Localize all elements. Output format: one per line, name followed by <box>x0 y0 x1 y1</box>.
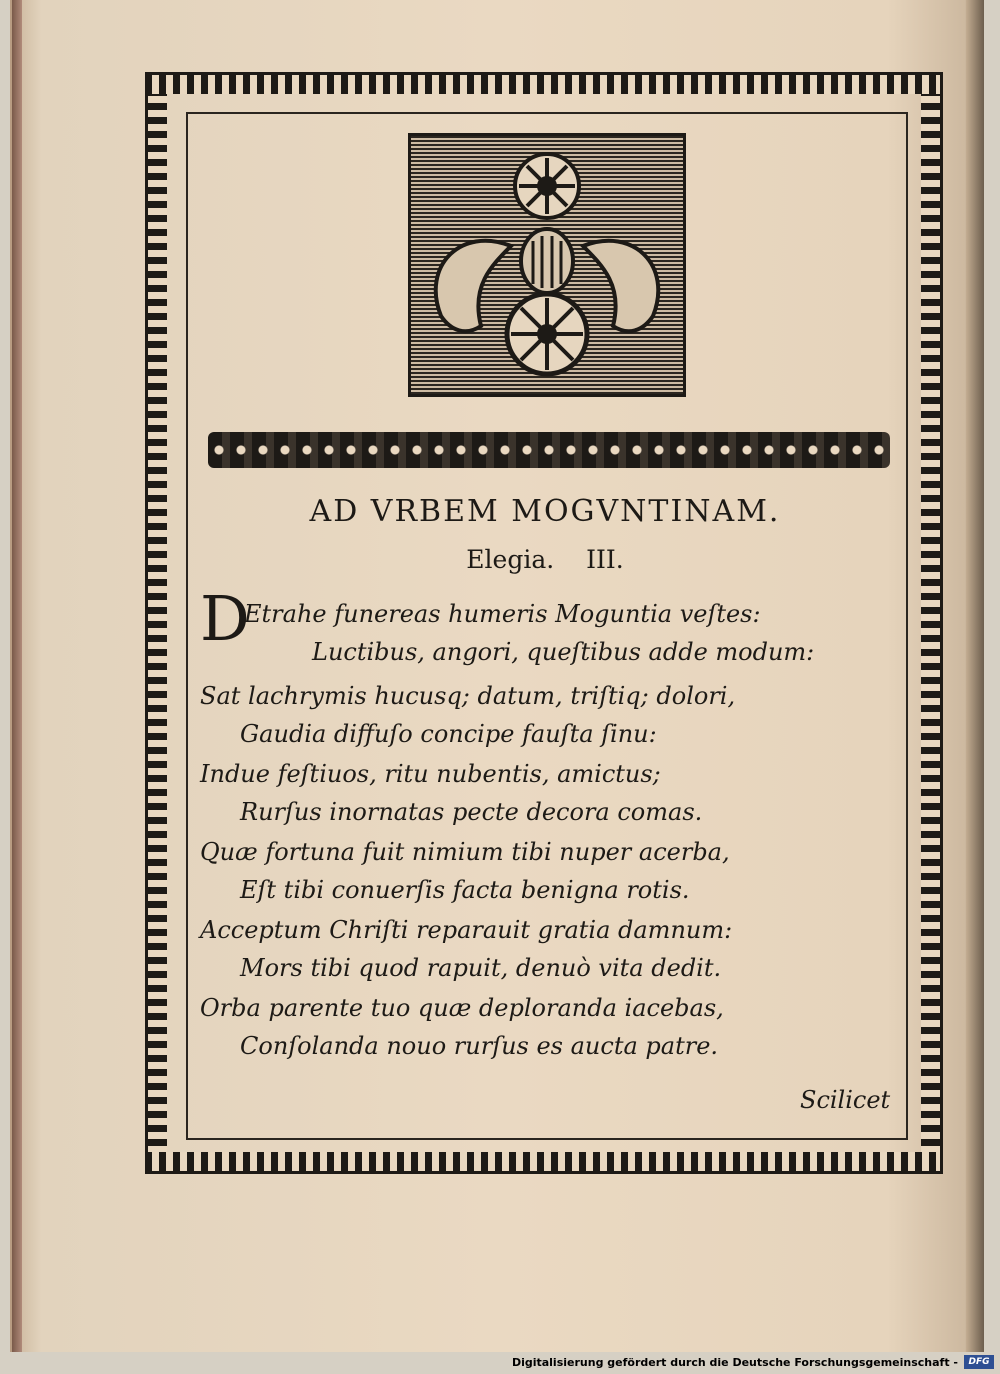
poem-line: Indue feſtiuos, ritu nubentis, amictus; <box>200 760 661 788</box>
funding-credit: Digitalisierung gefördert durch die Deutsche Forschungsgemeinschaft - <box>511 1356 958 1369</box>
dfg-logo: DFG <box>964 1355 994 1369</box>
coat-of-arms-icon <box>411 136 683 394</box>
poem-line: Conſolanda nouo rurſus es aucta patre. <box>240 1032 719 1060</box>
poem-line: Acceptum Chriſti reparauit gratia damnum: <box>200 916 733 944</box>
poem-line: Eſt tibi conuerſis facta benigna rotis. <box>240 876 690 904</box>
poem-line: Luctibus, angori, queſtibus adde modum: <box>312 638 815 666</box>
digitization-footer <box>0 1352 1000 1374</box>
catchword: Scilicet <box>800 1086 891 1114</box>
poem-line: Sat lachrymis hucusq; datum, triſtiq; dolori, <box>200 682 736 710</box>
poem-line: Mors tibi quod rapuit, denuò vita dedit. <box>240 954 722 982</box>
poem-subtitle <box>190 545 900 574</box>
coat-of-arms-woodcut <box>408 133 686 397</box>
poem-line: Quæ fortuna fuit nimium tibi nuper acerba, <box>200 838 730 866</box>
elegia-label: Elegia. <box>466 545 555 574</box>
poem-line: Etrahe funereas humeris Moguntia veſtes: <box>244 600 761 628</box>
poem-title: AD VRBEM MOGVNTINAM. <box>309 494 781 529</box>
page-binding-edge <box>12 0 22 1352</box>
elegia-number: III. <box>586 545 624 574</box>
drop-cap: D <box>200 582 250 655</box>
ornamental-divider <box>208 432 890 468</box>
poem-line: Gaudia diffuſo concipe fauſta ſinu: <box>240 720 657 748</box>
page-right-edge <box>966 0 984 1352</box>
poem-line: Rurſus inornatas pecte decora comas. <box>240 798 703 826</box>
poem-line: Orba parente tuo quæ deploranda iacebas, <box>200 994 724 1022</box>
